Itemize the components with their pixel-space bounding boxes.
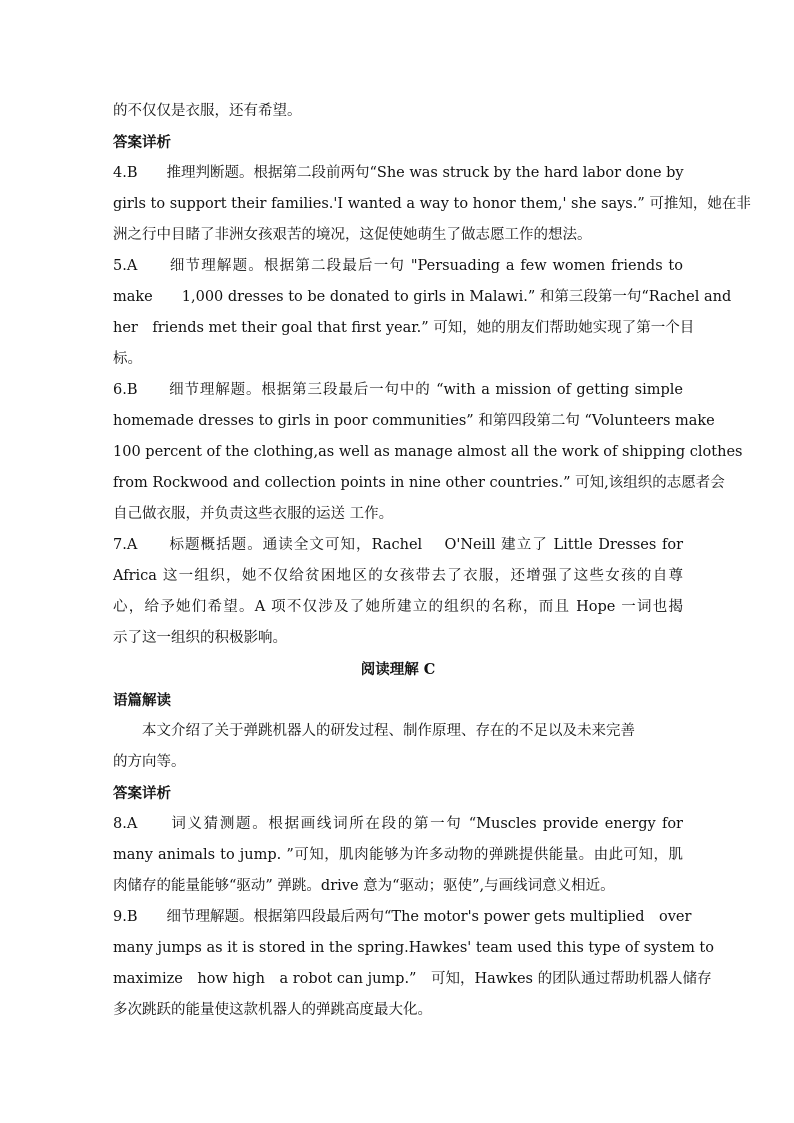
answer-line: her friends met their goal that first year.” 可知，她的朋友们帮助她实现了第一个目 xyxy=(113,320,695,336)
answer-line: 心，给予她们希望。A 项不仅涉及了她所建立的组织的名称，而且 Hope 一词也揭 xyxy=(113,599,683,615)
answer-line: from Rockwood and collection points in nine other countries.” 可知,该组织的志愿者会 xyxy=(113,475,725,491)
passage-reading-heading: 语篇解读 xyxy=(113,692,171,709)
answer-line: girls to support their families.'I wanted a way to honor them,' she says.” 可推知，她在非 xyxy=(113,196,751,212)
section-c-title: 阅读理解 C xyxy=(360,661,436,678)
answer-line: homemade dresses to girls in poor communities” 和第四段第二句 “Volunteers make xyxy=(113,413,715,429)
answer-line: 6.B 细节理解题。根据第三段最后一句中的 “with a mission of getting simple xyxy=(113,382,683,398)
passage-summary xyxy=(113,716,683,778)
answer-block-8 xyxy=(113,809,683,902)
answer-line: many jumps as it is stored in the spring.Hawkes' team used this type of system to xyxy=(113,940,714,956)
answer-line: 肉储存的能量能够“驱动” 弹跳。drive 意为“驱动；驱使”,与画线词意义相近。 xyxy=(113,878,615,894)
answer-block-6 xyxy=(113,375,743,530)
answer-block-9 xyxy=(113,902,714,1026)
answer-line: 5.A 细节理解题。根据第二段最后一句 "Persuading a few women friends to xyxy=(113,258,683,274)
answer-line: 8.A 词义猜测题。根据画线词所在段的第一句 “Muscles provide energy for xyxy=(113,816,683,832)
answer-line: make 1,000 dresses to be donated to girls in Malawi.” 和第三段第一句“Rachel and xyxy=(113,289,732,305)
answer-block-7 xyxy=(113,530,683,654)
document-page xyxy=(113,96,751,1026)
answer-line: 7.A 标题概括题。通读全文可知，Rachel O'Neill 建立了 Little Dresses for xyxy=(113,537,683,553)
answer-line: Africa 这一组织，她不仅给贫困地区的女孩带去了衣服，还增强了这些女孩的自尊 xyxy=(113,568,683,584)
answer-line: 100 percent of the clothing,as well as manage almost all the work of shipping clothes xyxy=(113,444,743,460)
answer-line: 多次跳跃的能量使这款机器人的弹跳高度最大化。 xyxy=(113,1002,432,1018)
answer-block-4 xyxy=(113,158,751,251)
answer-line: 9.B 细节理解题。根据第四段最后两句“The motor's power gets multiplied over xyxy=(113,909,692,925)
answer-line: maximize how high a robot can jump.” 可知，Hawkes 的团队通过帮助机器人储存 xyxy=(113,971,712,987)
answer-analysis-heading-2: 答案详析 xyxy=(113,785,171,802)
passage-line: 本文介绍了关于弹跳机器人的研发过程、制作原理、存在的不足以及未来完善 xyxy=(142,723,635,739)
answer-block-5 xyxy=(113,251,732,375)
passage-line: 的方向等。 xyxy=(113,754,186,770)
answer-line: 洲之行中目睹了非洲女孩艰苦的境况，这促使她萌生了做志愿工作的想法。 xyxy=(113,227,592,243)
answer-line: 4.B 推理判断题。根据第二段前两句“She was struck by the hard labor done by xyxy=(113,165,684,181)
answer-line: many animals to jump. ”可知，肌肉能够为许多动物的弹跳提供能量。由此可知，肌 xyxy=(113,847,683,863)
intro-tail: 的不仅仅是衣服，还有希望。 xyxy=(113,103,302,119)
answer-line: 标。 xyxy=(113,351,142,367)
answer-line: 自己做衣服，并负责这些衣服的运送 工作。 xyxy=(113,506,394,522)
answer-line: 示了这一组织的积极影响。 xyxy=(113,630,287,646)
answer-analysis-heading-1: 答案详析 xyxy=(113,134,171,151)
